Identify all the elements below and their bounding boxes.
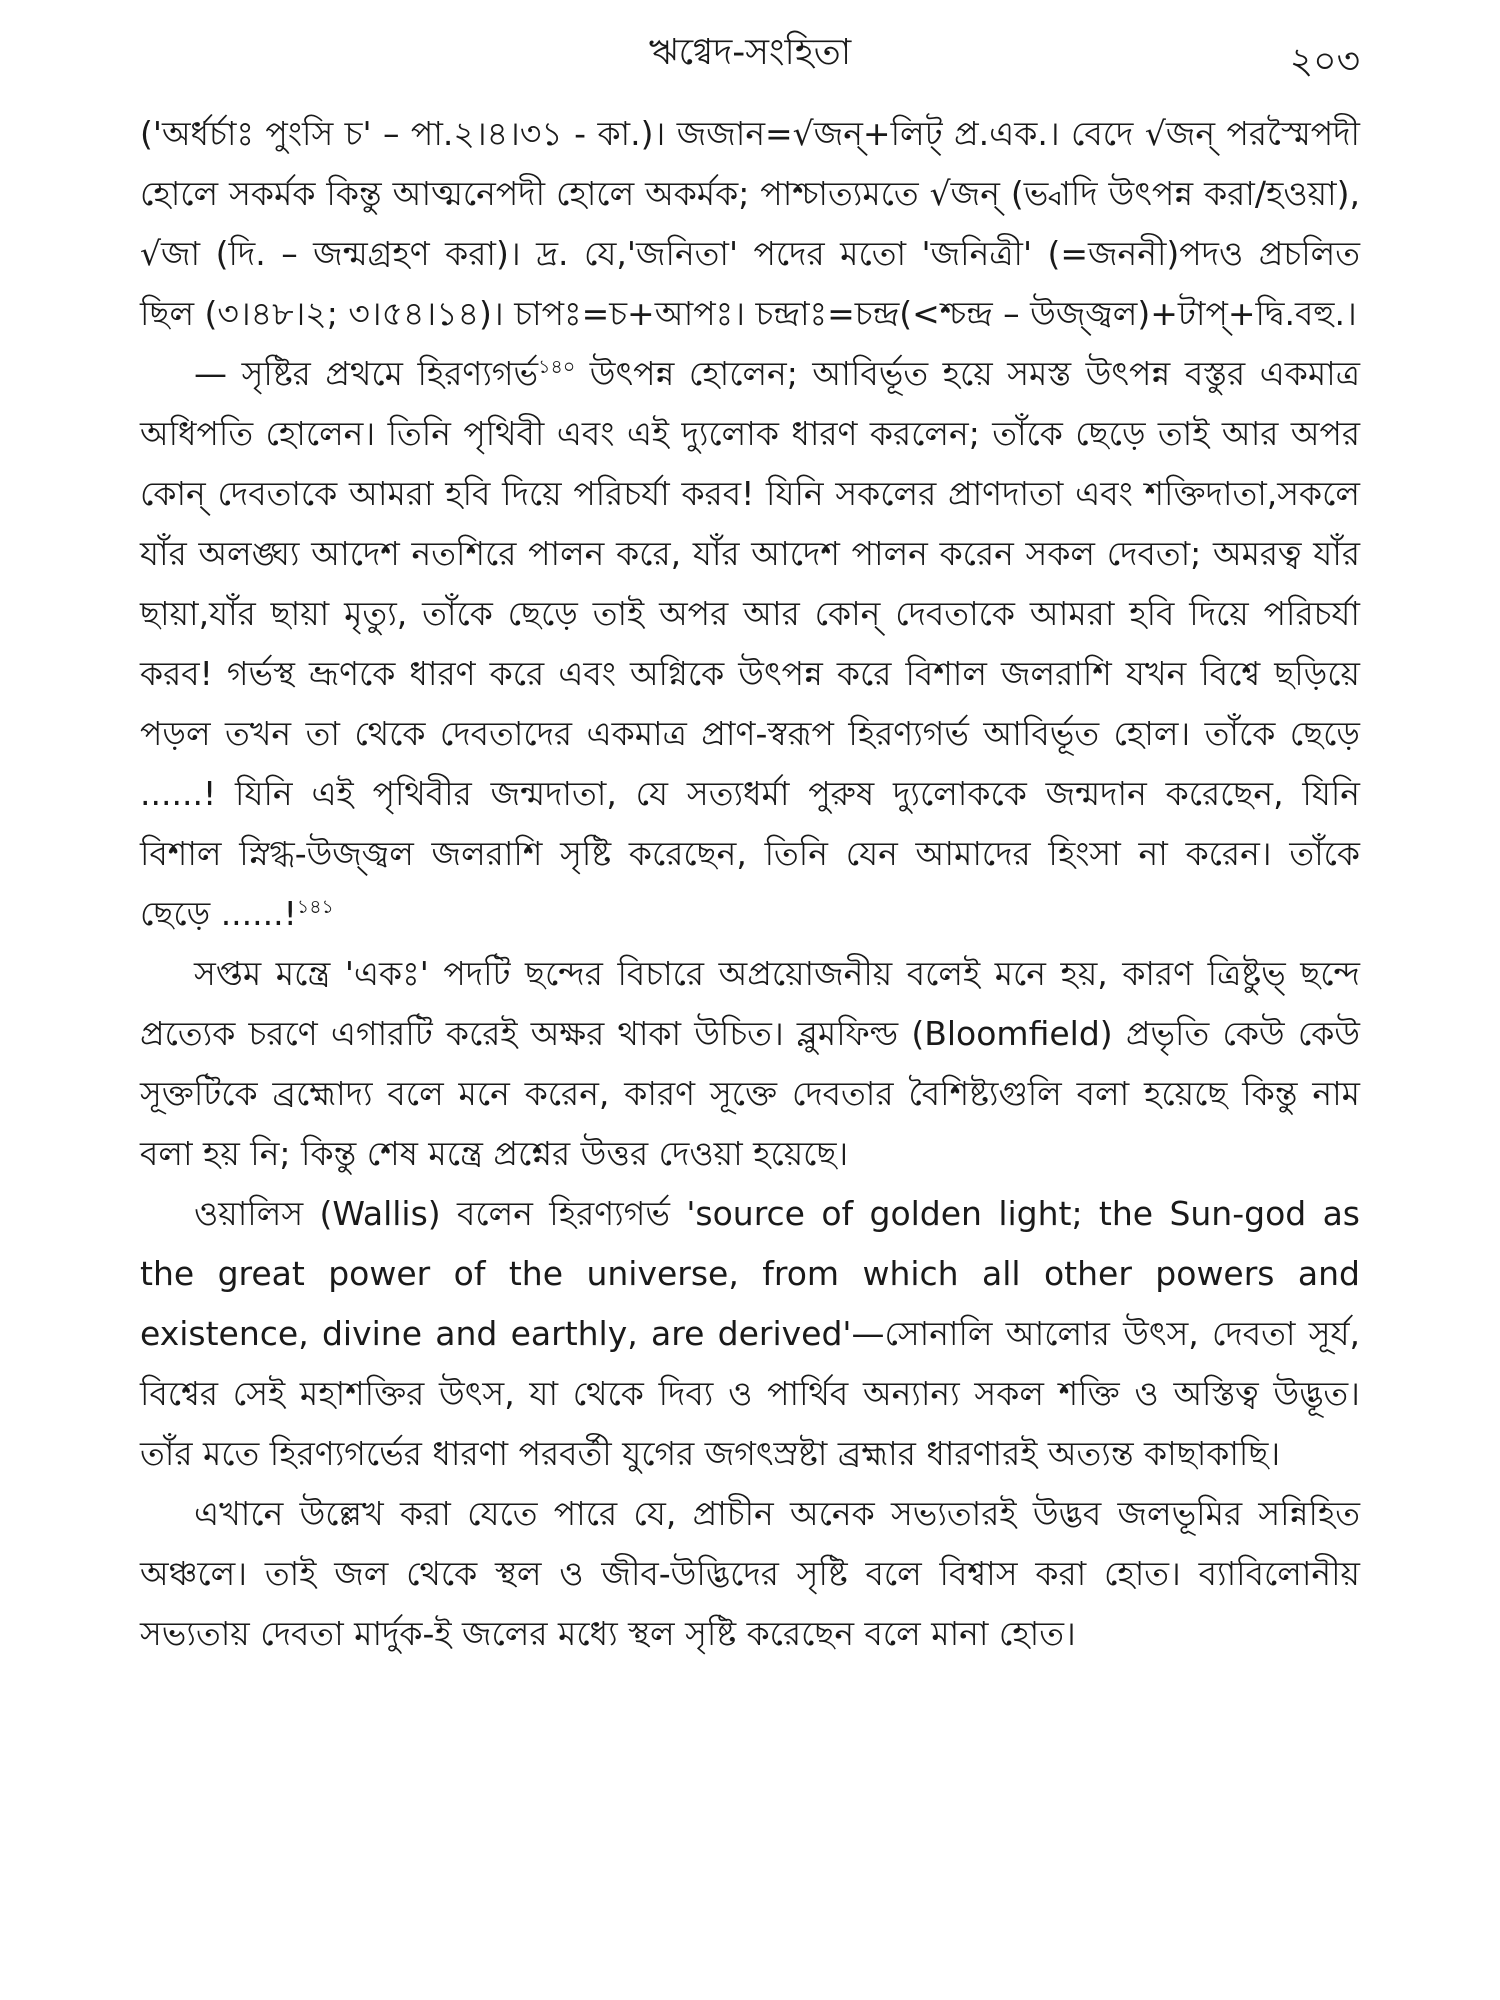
- book-page: [140, 20, 1360, 1980]
- page-number: ২০৩: [1289, 41, 1360, 82]
- paragraph-text: এখানে উল্লেখ করা যেতে পারে যে, প্রাচীন অনেক সভ্যতারই উদ্ভব জলভূমির সন্নিহিত অঞ্চলে। তাই জল থেকে স্থল ও জীব-উদ্ভিদের সৃষ্টি বলে বিশ্বাস করা হোত। ব্যাবিলোনীয় সভ্যতায় দেবতা মার্দুক-ই জলের মধ্যে স্থল সৃষ্টি করেছেন বলে মানা হোত।: [140, 1494, 1360, 1653]
- paragraph-translation: [140, 344, 1360, 944]
- paragraph-civilizations: [140, 1484, 1360, 1664]
- paragraph-text: ('অর্ধর্চাঃ পুংসি চ' – পা.২।৪।৩১ - কা.)। জজান=√জন্+লিট্ প্র.এক.। বেদে √জন্ পরস্মৈপদী হোলে সকর্মক কিন্তু আত্মনেপদী হোলে অকর্মক; পাশ্চাত্যমতে √জন্ (ভ্বাদি উৎপন্ন করা/হওয়া), √জা (দি. – জন্মগ্রহণ করা)। দ্র. যে,'জনিতা' পদের মতো 'জনিত্রী' (=জননী)পদও প্রচলিত ছিল (৩।৪৮।২; ৩।৫৪।১৪)। চাপঃ=চ+আপঃ। চন্দ্রাঃ=চন্দ্র(<শ্চন্দ্র – উজ্জ্বল)+টাপ্+দ্বি.বহু.।: [140, 114, 1360, 333]
- paragraph-meter-discussion: [140, 944, 1360, 1184]
- footnote-reference[interactable]: ১৪০: [538, 356, 576, 378]
- page-header: [140, 20, 1360, 90]
- footnote-reference[interactable]: ১৪১: [296, 896, 334, 918]
- paragraph-text: ওয়ালিস (Wallis) বলেন হিরণ্যগর্ভ 'source of golden light; the Sun-god as the great power of the universe, from which all other powers and existence, divine and earthly, are derived'—সোনালি আলোর উৎস, দেবতা সূর্য, বিশ্বের সেই মহাশক্তির উৎস, যা থেকে দিব্য ও পার্থিব অন্যান্য সকল শক্তি ও অস্তিত্ব উদ্ভূত। তাঁর মতে হিরণ্যগর্ভের ধারণা পরবর্তী যুগের জগৎস্রষ্টা ব্রহ্মার ধারণারই অত্যন্ত কাছাকাছি।: [140, 1194, 1360, 1473]
- body-text: [140, 104, 1360, 1664]
- paragraph-text: — সৃষ্টির প্রথমে হিরণ্যগর্ভ: [194, 354, 539, 393]
- running-title: ঋগ্বেদ-সংহিতা: [648, 32, 852, 73]
- paragraph-text: সপ্তম মন্ত্রে 'একঃ' পদটি ছন্দের বিচারে অপ্রয়োজনীয় বলেই মনে হয়, কারণ ত্রিষ্টুভ্ ছন্দে প্রত্যেক চরণে এগারটি করেই অক্ষর থাকা উচিত। ব্লুমফিল্ড (Bloomfield) প্রভৃতি কেউ কেউ সূক্তটিকে ব্রহ্মোদ্য বলে মনে করেন, কারণ সূক্তে দেবতার বৈশিষ্ট্যগুলি বলা হয়েছে কিন্তু নাম বলা হয় নি; কিন্তু শেষ মন্ত্রে প্রশ্নের উত্তর দেওয়া হয়েছে।: [140, 954, 1360, 1173]
- paragraph-wallis-quote: [140, 1184, 1360, 1484]
- paragraph-text: উৎপন্ন হোলেন; আবির্ভূত হয়ে সমস্ত উৎপন্ন বস্তুর একমাত্র অধিপতি হোলেন। তিনি পৃথিবী এবং এই দ্যুলোক ধারণ করলেন; তাঁকে ছেড়ে তাই আর অপর কোন্ দেবতাকে আমরা হবি দিয়ে পরিচর্যা করব! যিনি সকলের প্রাণদাতা এবং শক্তিদাতা,সকলে যাঁর অলঙ্ঘ্য আদেশ নতশিরে পালন করে, যাঁর আদেশ পালন করেন সকল দেবতা; অমরত্ব যাঁর ছায়া,যাঁর ছায়া মৃত্যু, তাঁকে ছেড়ে তাই অপর আর কোন্ দেবতাকে আমরা হবি দিয়ে পরিচর্যা করব! গর্ভস্থ ভ্রূণকে ধারণ করে এবং অগ্নিকে উৎপন্ন করে বিশাল জলরাশি যখন বিশ্বে ছড়িয়ে পড়ল তখন তা থেকে দেবতাদের একমাত্র প্রাণ-স্বরূপ হিরণ্যগর্ভ আবির্ভূত হোল। তাঁকে ছেড়ে ......! যিনি এই পৃথিবীর জন্মদাতা, যে সত্যধর্মা পুরুষ দ্যুলোককে জন্মদান করেছেন, যিনি বিশাল স্নিগ্ধ-উজ্জ্বল জলরাশি সৃষ্টি করেছেন, তিনি যেন আমাদের হিংসা না করেন। তাঁকে ছেড়ে ......!: [140, 354, 1360, 933]
- paragraph-grammar-notes: [140, 104, 1360, 344]
